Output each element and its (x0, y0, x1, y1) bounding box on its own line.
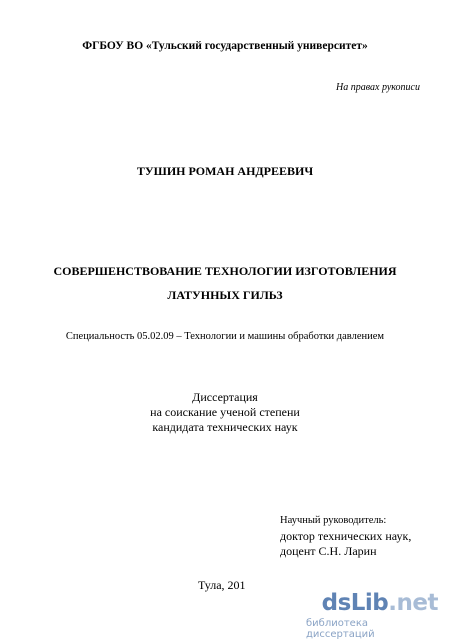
degree-name: кандидата технических наук (152, 420, 298, 434)
author-name: ТУШИН РОМАН АНДРЕЕВИЧ (136, 164, 314, 178)
supervisor-degree: доктор технических наук, (280, 529, 412, 543)
specialty-line: Специальность 05.02.09 – Технологии и машины обработки давлением (65, 331, 385, 342)
dissertation-label: Диссертация (192, 390, 258, 404)
supervisor-name: доцент С.Н. Ларин (280, 544, 377, 558)
supervisor-label: Научный руководитель: (280, 515, 387, 526)
manuscript-note: На правах рукописи (336, 82, 420, 93)
logo-part-1: dsLib (321, 590, 389, 616)
degree-purpose: на соискание ученой степени (150, 405, 300, 419)
logo-part-2: .net (388, 590, 438, 616)
dissertation-title-line-2: ЛАТУННЫХ ГИЛЬЗ (167, 288, 283, 302)
dslib-tagline: библиотека диссертаций (306, 618, 375, 640)
dissertation-title-line-1: СОВЕРШЕНСТВОВАНИЕ ТЕХНОЛОГИИ ИЗГОТОВЛЕНИЯ (53, 264, 397, 278)
city-year: Тула, 201 (198, 578, 246, 592)
dslib-watermark (306, 589, 438, 640)
dslib-logo (322, 589, 438, 617)
organization-name: ФГБОУ ВО «Тульский государственный университет» (82, 40, 368, 52)
